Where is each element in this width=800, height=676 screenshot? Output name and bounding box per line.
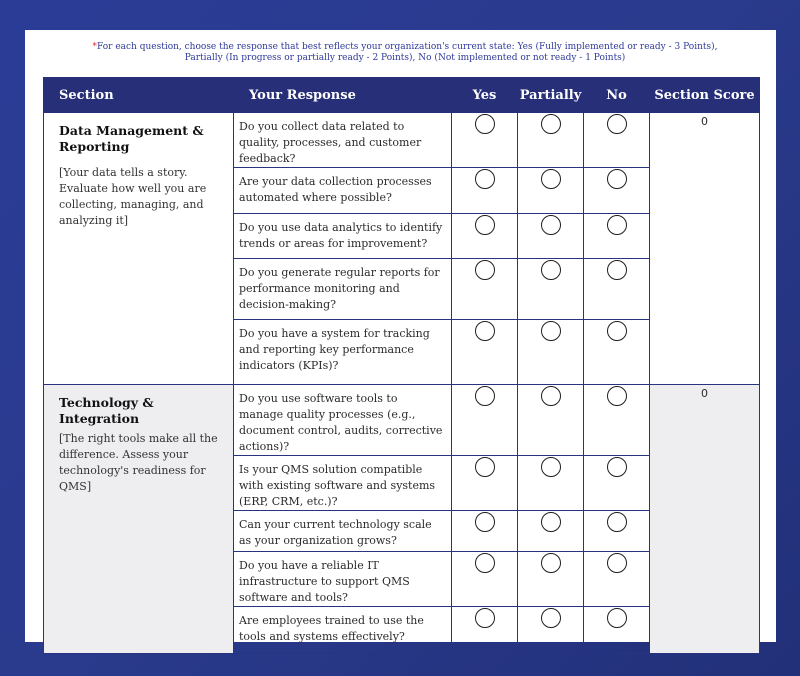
radio-partially[interactable]	[541, 260, 561, 280]
radio-yes[interactable]	[475, 114, 495, 134]
radio-cell-yes	[452, 113, 518, 168]
question-text: Do you use software tools to manage quality processes (e.g., document control, audits, corrective actions)?	[234, 385, 452, 456]
section-score: 0	[650, 385, 760, 654]
radio-cell-no	[584, 259, 650, 320]
table-row	[44, 385, 760, 456]
question-text: Do you collect data related to quality, processes, and customer feedback?	[234, 113, 452, 168]
radio-cell-partially	[518, 113, 584, 168]
question-text: Can your current technology scale as your organization grows?	[234, 511, 452, 552]
radio-yes[interactable]	[475, 169, 495, 189]
question-text: Do you use data analytics to identify trends or areas for improvement?	[234, 214, 452, 259]
radio-cell-no	[584, 320, 650, 385]
question-text: Are your data collection processes automated where possible?	[234, 168, 452, 214]
radio-partially[interactable]	[541, 169, 561, 189]
radio-partially[interactable]	[541, 386, 561, 406]
radio-no[interactable]	[607, 512, 627, 532]
radio-cell-partially	[518, 511, 584, 552]
radio-yes[interactable]	[475, 321, 495, 341]
radio-yes[interactable]	[475, 386, 495, 406]
assessment-card	[25, 30, 776, 642]
section-title: Data Management & Reporting	[59, 123, 204, 154]
section-cell-technology-integration	[44, 385, 234, 654]
header-partially: Partially	[518, 78, 584, 113]
radio-cell-partially	[518, 456, 584, 511]
radio-cell-no	[584, 552, 650, 607]
radio-cell-yes	[452, 168, 518, 214]
header-no: No	[584, 78, 650, 113]
radio-yes[interactable]	[475, 608, 495, 628]
radio-cell-yes	[452, 259, 518, 320]
radio-cell-partially	[518, 607, 584, 654]
radio-no[interactable]	[607, 169, 627, 189]
radio-cell-yes	[452, 320, 518, 385]
radio-cell-partially	[518, 320, 584, 385]
radio-yes[interactable]	[475, 512, 495, 532]
radio-partially[interactable]	[541, 215, 561, 235]
radio-cell-yes	[452, 385, 518, 456]
question-text: Is your QMS solution compatible with existing software and systems (ERP, CRM, etc.)?	[234, 456, 452, 511]
instructions-body: For each question, choose the response that best reflects your organization's current state: Yes (Fully implemented or ready - 3 Points), Partially (In progress or partially ready - 2 Points), No (Not implemented or not ready - 1 Points)	[96, 42, 718, 63]
radio-no[interactable]	[607, 457, 627, 477]
assessment-table	[43, 77, 760, 654]
section-score: 0	[650, 113, 760, 385]
section-description: [Your data tells a story. Evaluate how well you are collecting, managing, and analyzing it]	[59, 166, 207, 227]
radio-cell-partially	[518, 385, 584, 456]
header-your-response: Your Response	[234, 78, 452, 113]
header-section: Section	[44, 78, 234, 113]
radio-partially[interactable]	[541, 114, 561, 134]
table-row	[44, 113, 760, 168]
radio-cell-no	[584, 214, 650, 259]
table-header-row	[44, 78, 760, 113]
radio-cell-yes	[452, 214, 518, 259]
instructions-text	[85, 42, 725, 64]
radio-yes[interactable]	[475, 553, 495, 573]
radio-no[interactable]	[607, 215, 627, 235]
section-description: [The right tools make all the difference. Assess your technology's readiness for QMS]	[59, 432, 218, 493]
radio-cell-no	[584, 511, 650, 552]
radio-cell-no	[584, 113, 650, 168]
section-title: Technology & Integration	[59, 395, 154, 426]
radio-cell-yes	[452, 456, 518, 511]
radio-no[interactable]	[607, 260, 627, 280]
radio-no[interactable]	[607, 608, 627, 628]
radio-partially[interactable]	[541, 608, 561, 628]
required-asterisk: *	[92, 42, 97, 52]
radio-partially[interactable]	[541, 457, 561, 477]
radio-cell-no	[584, 168, 650, 214]
radio-cell-yes	[452, 552, 518, 607]
radio-no[interactable]	[607, 386, 627, 406]
question-text: Do you generate regular reports for performance monitoring and decision-making?	[234, 259, 452, 320]
radio-cell-partially	[518, 168, 584, 214]
radio-cell-partially	[518, 259, 584, 320]
radio-cell-no	[584, 385, 650, 456]
radio-no[interactable]	[607, 321, 627, 341]
radio-yes[interactable]	[475, 260, 495, 280]
question-text: Do you have a reliable IT infrastructure to support QMS software and tools?	[234, 552, 452, 607]
header-section-score: Section Score	[650, 78, 760, 113]
radio-partially[interactable]	[541, 321, 561, 341]
radio-partially[interactable]	[541, 553, 561, 573]
radio-yes[interactable]	[475, 215, 495, 235]
radio-cell-partially	[518, 214, 584, 259]
radio-cell-no	[584, 607, 650, 654]
radio-cell-yes	[452, 511, 518, 552]
radio-no[interactable]	[607, 553, 627, 573]
radio-cell-no	[584, 456, 650, 511]
question-text: Do you have a system for tracking and reporting key performance indicators (KPIs)?	[234, 320, 452, 385]
section-cell-data-management	[44, 113, 234, 385]
radio-cell-yes	[452, 607, 518, 654]
radio-partially[interactable]	[541, 512, 561, 532]
radio-no[interactable]	[607, 114, 627, 134]
radio-yes[interactable]	[475, 457, 495, 477]
header-yes: Yes	[452, 78, 518, 113]
question-text: Are employees trained to use the tools and systems effectively?	[234, 607, 452, 654]
radio-cell-partially	[518, 552, 584, 607]
